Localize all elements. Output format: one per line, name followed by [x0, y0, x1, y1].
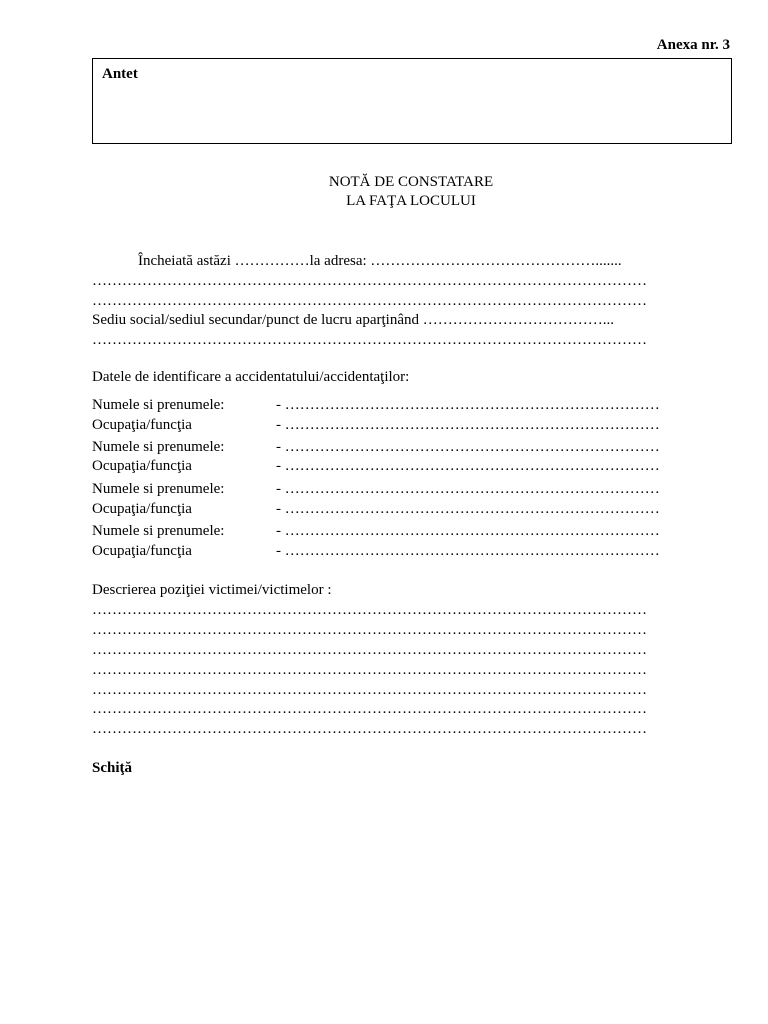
field-label: Numele si prenumele:: [92, 481, 225, 497]
annex-number: Anexa nr. 3: [656, 37, 730, 53]
field-value: - …………………………………………………………………: [276, 417, 660, 433]
field-value: - …………………………………………………………………: [276, 543, 660, 559]
intro-line-4: Sediu social/sediul secundar/punct de lucru aparţinând ………………………………...: [92, 312, 614, 328]
intro-line-1: Încheiată astăzi ……………la adresa: ……………………………………….......: [138, 253, 622, 269]
header-box: [92, 58, 732, 144]
position-line: …………………………………………………………………………………………………: [92, 662, 647, 678]
victim-name-row: [92, 396, 724, 414]
field-value: - …………………………………………………………………: [276, 458, 660, 474]
field-label: Ocupaţia/funcţia: [92, 417, 192, 433]
field-label: Numele si prenumele:: [92, 397, 225, 413]
victims-heading: Datele de identificare a accidentatului/accidentaţilor:: [92, 369, 410, 385]
intro-line-2: …………………………………………………………………………………………………: [92, 273, 647, 289]
field-label: Ocupaţia/funcţia: [92, 543, 192, 559]
position-line: …………………………………………………………………………………………………: [92, 701, 647, 717]
intro-line-5: …………………………………………………………………………………………………: [92, 332, 647, 348]
victim-name-row: [92, 438, 724, 456]
victim-occupation-row: [92, 457, 724, 475]
field-label: Numele si prenumele:: [92, 523, 225, 539]
field-value: - …………………………………………………………………: [276, 501, 660, 517]
position-line: …………………………………………………………………………………………………: [92, 721, 647, 737]
position-line: …………………………………………………………………………………………………: [92, 642, 647, 658]
field-value: - …………………………………………………………………: [276, 523, 660, 539]
victim-name-row: [92, 480, 724, 498]
victim-name-row: [92, 522, 724, 540]
victim-occupation-row: [92, 416, 724, 434]
position-heading: Descrierea poziţiei victimei/victimelor :: [92, 582, 332, 598]
document-title-line-2: LA FAŢA LOCULUI: [346, 193, 476, 209]
position-line: …………………………………………………………………………………………………: [92, 682, 647, 698]
position-line: …………………………………………………………………………………………………: [92, 622, 647, 638]
position-line: …………………………………………………………………………………………………: [92, 602, 647, 618]
field-label: Numele si prenumele:: [92, 439, 225, 455]
document-title-line-1: NOTĂ DE CONSTATARE: [328, 174, 494, 190]
field-label: Ocupaţia/funcţia: [92, 501, 192, 517]
header-box-label: Antet: [102, 66, 138, 82]
victim-occupation-row: [92, 542, 724, 560]
victim-occupation-row: [92, 500, 724, 518]
field-label: Ocupaţia/funcţia: [92, 458, 192, 474]
intro-line-3: …………………………………………………………………………………………………: [92, 293, 647, 309]
field-value: - …………………………………………………………………: [276, 397, 660, 413]
field-value: - …………………………………………………………………: [276, 481, 660, 497]
sketch-label: Schiţă: [92, 760, 133, 776]
field-value: - …………………………………………………………………: [276, 439, 660, 455]
